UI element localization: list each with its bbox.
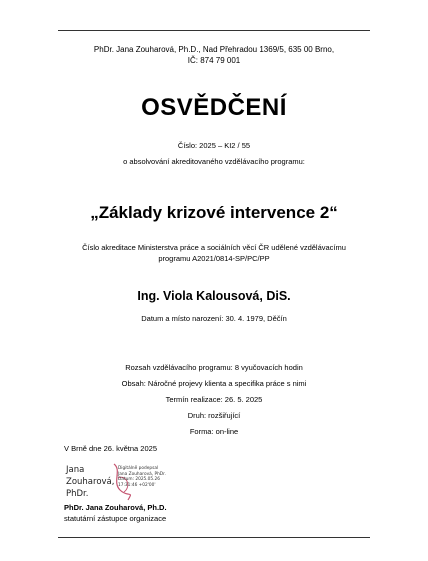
intro-text: o absolvování akreditovaného vzdělávacího programu: [123, 157, 305, 166]
accreditation-line-2: programu A2021/0814-SP/PC/PP [158, 254, 270, 263]
program-details [0, 360, 428, 440]
digital-signature-line-1: Digitálně podepsal [118, 466, 159, 471]
signer-role: statutární zástupce organizace [64, 514, 167, 523]
recipient-name: Ing. Viola Kalousová, DiS. [137, 289, 291, 303]
top-rule [58, 30, 370, 31]
digital-signature-line-3: Datum: 2025.05.26 [118, 477, 160, 483]
signature-name-line-2: Zouharová, [66, 477, 115, 487]
document-title: OSVĚDČENÍ [141, 94, 287, 121]
detail-scope: Rozsah vzdělávacího programu: 8 vyučovacích hodin [125, 363, 303, 372]
issuer-header [0, 44, 428, 66]
certificate-number: Číslo: 2025 – KI2 / 55 [177, 141, 251, 150]
signature-name-line-3: PhDr. [66, 489, 89, 499]
accreditation-line-1: Číslo akreditace Ministerstva práce a sociálních věcí ČR udělené vzdělávacímu [82, 243, 346, 252]
digital-signature-line-4: 17:31:46 +02'00' [118, 482, 156, 488]
place-and-date: V Brně dne 26. května 2025 [64, 444, 157, 453]
issuer-address: PhDr. Jana Zouharová, Ph.D., Nad Přehradou 1369/5, 635 00 Brno, [93, 45, 335, 54]
recipient-birth: Datum a místo narození: 30. 4. 1979, Děčín [141, 314, 287, 323]
digital-signature-stamp [118, 466, 166, 488]
signer-name: PhDr. Jana Zouharová, Ph.D. [64, 503, 167, 512]
program-title: „Základy krizové intervence 2“ [90, 203, 338, 222]
detail-date: Termín realizace: 26. 5. 2025 [165, 395, 263, 404]
detail-type: Druh: rozšiřující [187, 411, 241, 420]
signature-name-line-1: Jana [66, 465, 85, 475]
detail-content: Obsah: Náročné projevy klienta a specifika práce s nimi [121, 379, 307, 388]
issuer-ico: IČ: 874 79 001 [187, 56, 241, 65]
detail-form: Forma: on-line [189, 427, 239, 436]
bottom-rule [58, 537, 370, 538]
accreditation-text [0, 242, 428, 264]
digital-signature-line-2: Jana Zouharová, PhDr. [118, 471, 166, 477]
